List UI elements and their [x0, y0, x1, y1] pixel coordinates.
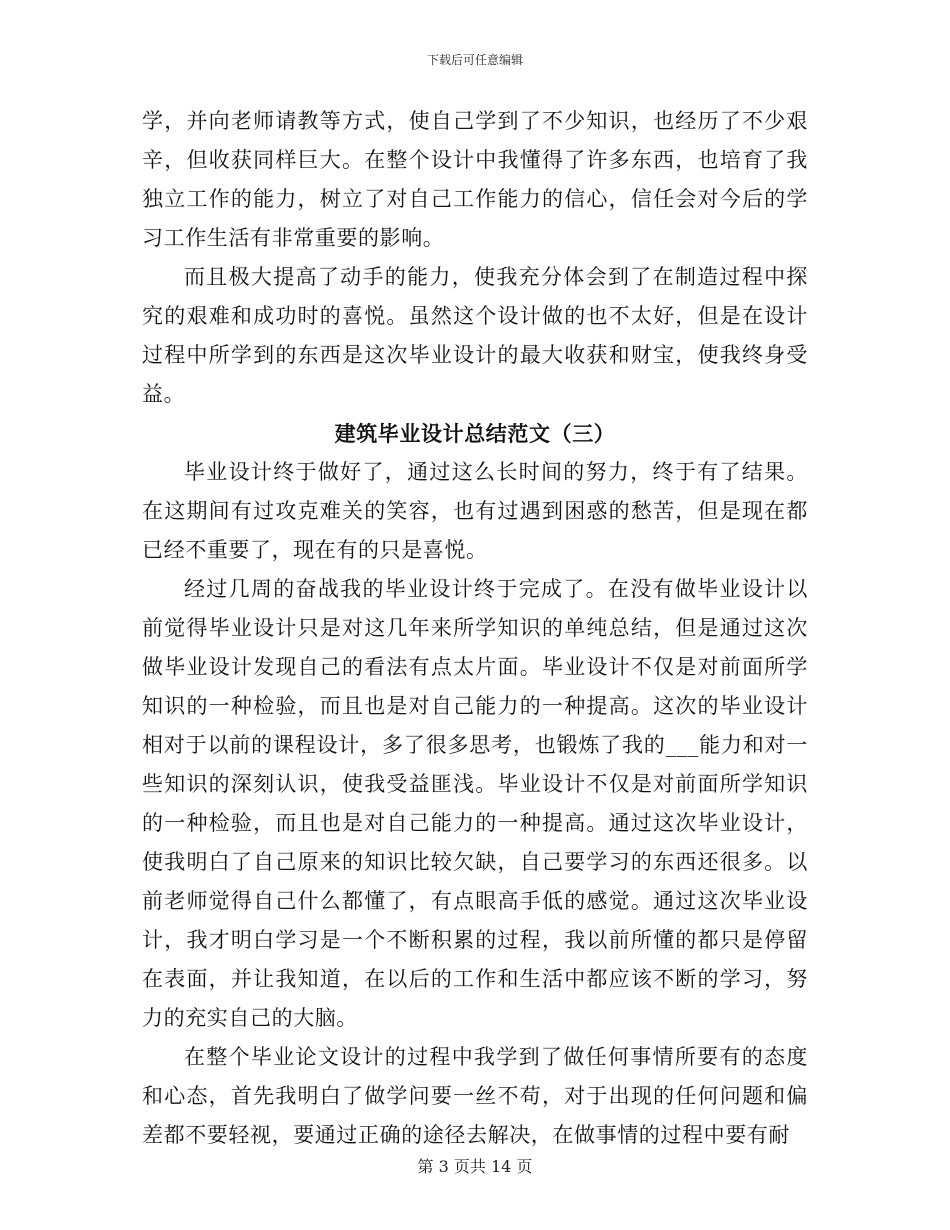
paragraph: 经过几周的奋战我的毕业设计终于完成了。在没有做毕业设计以前觉得毕业设计只是对这几年来所学知识的单纯总结，但是通过这次做毕业设计发现自己的看法有点太片面。毕业设计不仅是对前面所学知识的一种检验，而且也是对自己能力的一种提高。这次的毕业设计相对于以前的课程设计，多了很多思考，也锻炼了我的___能力和对一些知识的深刻认识，使我受益匪浅。毕业设计不仅是对前面所学知识的一种检验，而且也是对自己能力的一种提高。通过这次毕业设计，使我明白了自己原来的知识比较欠缺，自己要学习的东西还很多。以前老师觉得自己什么都懂了，有点眼高手低的感觉。通过这次毕业设计，我才明白学习是一个不断积累的过程，我以前所懂的都只是停留在表面，并让我知道，在以后的工作和生活中都应该不断的学习，努力的充实自己的大脑。: [142, 577, 808, 1030]
page-header: 下载后可任意编辑: [426, 53, 523, 67]
page-footer: 第 3 页共 14 页: [417, 1157, 533, 1176]
document-body: [142, 102, 808, 1155]
paragraph-continuation: 学，并向老师请教等方式，使自己学到了不少知识，也经历了不少艰辛，但收获同样巨大。在整个设计中我懂得了许多东西，也培育了我独立工作的能力，树立了对自己工作能力的信心，信任会对今后的学习工作生活有非常重要的影响。: [142, 109, 808, 250]
paragraph: 毕业设计终于做好了，通过这么长时间的努力，终于有了结果。在这期间有过攻克难关的笑容，也有过遇到困惑的愁苦，但是现在都已经不重要了，现在有的只是喜悦。: [142, 460, 808, 562]
paragraph: 而且极大提高了动手的能力，使我充分体会到了在制造过程中探究的艰难和成功时的喜悦。虽然这个设计做的也不太好，但是在设计过程中所学到的东西是这次毕业设计的最大收获和财宝，使我终身受益。: [142, 265, 808, 406]
paragraph: 在整个毕业论文设计的过程中我学到了做任何事情所要有的态度和心态，首先我明白了做学问要一丝不苟，对于出现的任何问题和偏差都不要轻视，要通过正确的途径去解决，在做事情的过程中要有耐: [142, 1045, 808, 1147]
section-title: 建筑毕业设计总结范文（三）: [334, 421, 616, 446]
